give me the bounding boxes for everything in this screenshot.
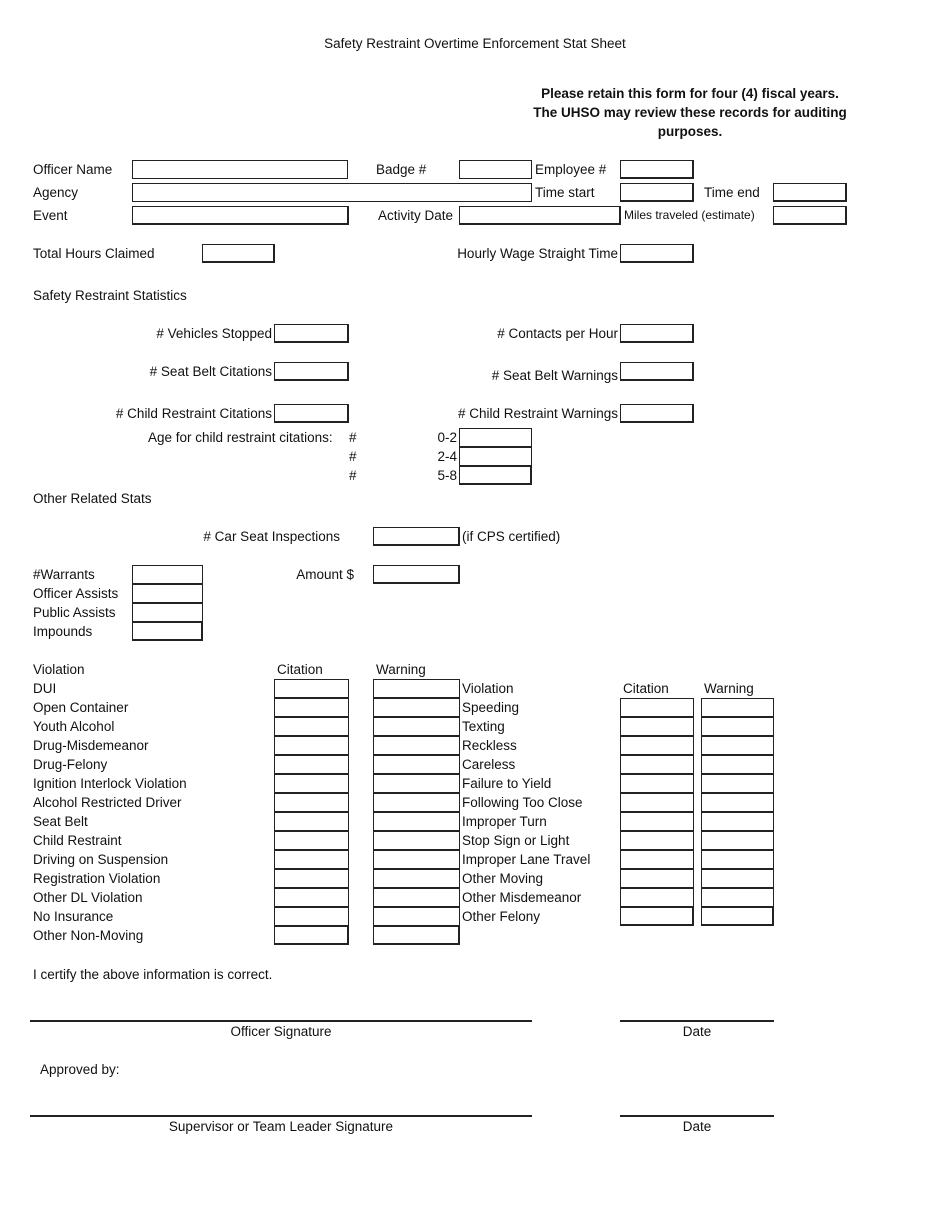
vehicles-stopped-label: # Vehicles Stopped (156, 326, 272, 341)
warning-input-other-non-moving[interactable] (373, 926, 460, 945)
seat-belt-citations-input[interactable] (274, 362, 349, 381)
warning-input-open-container[interactable] (373, 698, 460, 717)
violation-label-speeding: Speeding (462, 700, 520, 715)
violation-label-seat-belt: Seat Belt (33, 814, 88, 829)
age-0-2-label: 0-2 (437, 430, 457, 445)
warning-input-alcohol-restricted-driver[interactable] (373, 793, 460, 812)
public-assists-input[interactable] (132, 603, 203, 622)
citation-input-driving-on-suspension[interactable] (274, 850, 349, 869)
public-assists-label: Public Assists (33, 605, 116, 620)
violation-label-texting: Texting (462, 719, 505, 734)
violation-label-other-non-moving: Other Non-Moving (33, 928, 144, 943)
child-restraint-citations-input[interactable] (274, 404, 349, 423)
badge-label: Badge # (376, 162, 427, 177)
badge-input[interactable] (459, 160, 532, 179)
car-seat-inspections-label: # Car Seat Inspections (203, 529, 340, 544)
seat-belt-warnings-input[interactable] (620, 362, 694, 381)
safety-stats-heading: Safety Restraint Statistics (33, 288, 187, 303)
citation-input-no-insurance[interactable] (274, 907, 349, 926)
age-5-8-label: 5-8 (437, 468, 457, 483)
officer-assists-input[interactable] (132, 584, 203, 603)
other-stats-heading: Other Related Stats (33, 491, 152, 506)
retention-notice-line2: The UHSO may review these records for auditing (533, 105, 847, 120)
warning-input-other-moving[interactable] (701, 869, 774, 888)
child-restraint-warnings-input[interactable] (620, 404, 694, 423)
contacts-per-hour-label: # Contacts per Hour (497, 326, 618, 341)
violation-label-registration-violation: Registration Violation (33, 871, 161, 886)
violation-label-youth-alcohol: Youth Alcohol (33, 719, 115, 734)
hourly-wage-input[interactable] (620, 244, 694, 263)
violation-label-failure-to-yield: Failure to Yield (462, 776, 552, 791)
citation-input-stop-sign-or-light[interactable] (620, 831, 694, 850)
citation-input-following-too-close[interactable] (620, 793, 694, 812)
officer-date-label: Date (682, 1024, 712, 1039)
warning-input-improper-turn[interactable] (701, 812, 774, 831)
age-label: Age for child restraint citations: (148, 430, 333, 445)
miles-label: Miles traveled (estimate) (624, 208, 755, 222)
age-2-4-input[interactable] (459, 447, 532, 466)
warning-input-drug-felony[interactable] (373, 755, 460, 774)
child-restraint-citations-label: # Child Restraint Citations (115, 406, 272, 421)
warning-input-dui[interactable] (373, 679, 460, 698)
warning-col-header: Warning (376, 662, 426, 677)
violation-label-reckless: Reckless (462, 738, 517, 753)
warning-input-following-too-close[interactable] (701, 793, 774, 812)
time-start-label: Time start (535, 185, 595, 200)
violation-label-alcohol-restricted-driver: Alcohol Restricted Driver (33, 795, 182, 810)
impounds-input[interactable] (132, 622, 203, 641)
citation-input-texting[interactable] (620, 717, 694, 736)
citation-input-ignition-interlock-violation[interactable] (274, 774, 349, 793)
warning-input-reckless[interactable] (701, 736, 774, 755)
employee-input[interactable] (620, 160, 694, 179)
citation-input-alcohol-restricted-driver[interactable] (274, 793, 349, 812)
age-hash: # (349, 468, 357, 483)
warning-input-driving-on-suspension[interactable] (373, 850, 460, 869)
warning-input-drug-misdemeanor[interactable] (373, 736, 460, 755)
violation-label-dui: DUI (33, 681, 57, 696)
contacts-per-hour-input[interactable] (620, 324, 694, 343)
warning-input-ignition-interlock-violation[interactable] (373, 774, 460, 793)
hourly-wage-label: Hourly Wage Straight Time (457, 246, 618, 261)
citation-input-drug-felony[interactable] (274, 755, 349, 774)
violation-label-improper-lane-travel: Improper Lane Travel (462, 852, 591, 867)
warning-input-other-dl-violation[interactable] (373, 888, 460, 907)
agency-label: Agency (33, 185, 79, 200)
employee-label: Employee # (535, 162, 607, 177)
age-hash: # (349, 449, 357, 464)
violation-label-open-container: Open Container (33, 700, 129, 715)
total-hours-label: Total Hours Claimed (33, 246, 155, 261)
warning-input-other-felony[interactable] (701, 907, 774, 926)
certify-statement: I certify the above information is correct. (33, 967, 273, 982)
citation-input-youth-alcohol[interactable] (274, 717, 349, 736)
warning-input-improper-lane-travel[interactable] (701, 850, 774, 869)
citation-col-header-right: Citation (623, 681, 669, 696)
violation-label-other-felony: Other Felony (462, 909, 541, 924)
retention-notice-line1: Please retain this form for four (4) fiscal years. (541, 86, 839, 101)
warning-input-child-restraint[interactable] (373, 831, 460, 850)
total-hours-input[interactable] (202, 244, 275, 263)
citation-input-other-moving[interactable] (620, 869, 694, 888)
age-0-2-input[interactable] (459, 428, 532, 447)
citation-input-improper-lane-travel[interactable] (620, 850, 694, 869)
approved-by-label: Approved by: (40, 1062, 120, 1077)
violation-label-other-moving: Other Moving (462, 871, 544, 886)
citation-input-improper-turn[interactable] (620, 812, 694, 831)
time-start-input[interactable] (620, 183, 694, 202)
warning-input-texting[interactable] (701, 717, 774, 736)
citation-input-careless[interactable] (620, 755, 694, 774)
event-label: Event (33, 208, 68, 223)
citation-input-reckless[interactable] (620, 736, 694, 755)
citation-input-other-felony[interactable] (620, 907, 694, 926)
age-hash: # (349, 430, 357, 445)
violation-col-header: Violation (33, 662, 85, 677)
impounds-label: Impounds (33, 624, 93, 639)
violation-label-drug-felony: Drug-Felony (33, 757, 108, 772)
child-restraint-warnings-label: # Child Restraint Warnings (457, 406, 618, 421)
activity-date-label: Activity Date (378, 208, 454, 223)
warning-input-careless[interactable] (701, 755, 774, 774)
supervisor-date-label: Date (682, 1119, 712, 1134)
citation-col-header: Citation (277, 662, 323, 677)
officer-signature-label: Officer Signature (230, 1024, 332, 1039)
citation-input-other-misdemeanor[interactable] (620, 888, 694, 907)
warning-input-registration-violation[interactable] (373, 869, 460, 888)
seat-belt-citations-label: # Seat Belt Citations (149, 364, 272, 379)
violation-label-driving-on-suspension: Driving on Suspension (33, 852, 169, 867)
citation-input-dui[interactable] (274, 679, 349, 698)
violation-label-other-dl-violation: Other DL Violation (33, 890, 143, 905)
agency-input[interactable] (132, 183, 532, 202)
warning-input-no-insurance[interactable] (373, 907, 460, 926)
violation-label-improper-turn: Improper Turn (462, 814, 547, 829)
warrants-input[interactable] (132, 565, 203, 584)
time-end-input[interactable] (773, 183, 847, 202)
citation-input-registration-violation[interactable] (274, 869, 349, 888)
warning-input-stop-sign-or-light[interactable] (701, 831, 774, 850)
miles-input[interactable] (773, 206, 847, 225)
seat-belt-warnings-label: # Seat Belt Warnings (491, 368, 618, 383)
time-end-label: Time end (704, 185, 760, 200)
amount-input[interactable] (373, 565, 460, 584)
violation-label-drug-misdemeanor: Drug-Misdemeanor (33, 738, 149, 753)
warning-col-header-right: Warning (704, 681, 754, 696)
violation-label-child-restraint: Child Restraint (33, 833, 122, 848)
violation-label-ignition-interlock-violation: Ignition Interlock Violation (33, 776, 187, 791)
car-seat-inspections-input[interactable] (373, 527, 460, 546)
officer-name-label: Officer Name (33, 162, 113, 177)
cps-note: (if CPS certified) (462, 529, 561, 544)
officer-assists-label: Officer Assists (33, 586, 119, 601)
warning-input-failure-to-yield[interactable] (701, 774, 774, 793)
citation-input-seat-belt[interactable] (274, 812, 349, 831)
violation-label-stop-sign-or-light: Stop Sign or Light (462, 833, 570, 848)
warning-input-youth-alcohol[interactable] (373, 717, 460, 736)
retention-notice-line3: purposes. (657, 124, 723, 139)
citation-input-drug-misdemeanor[interactable] (274, 736, 349, 755)
officer-name-input[interactable] (132, 160, 348, 179)
warning-input-other-misdemeanor[interactable] (701, 888, 774, 907)
event-input[interactable] (132, 206, 349, 225)
page-title: Safety Restraint Overtime Enforcement Stat Sheet (324, 36, 626, 51)
violation-label-other-misdemeanor: Other Misdemeanor (462, 890, 582, 905)
violation-label-no-insurance: No Insurance (33, 909, 114, 924)
warning-input-speeding[interactable] (701, 698, 774, 717)
citation-input-speeding[interactable] (620, 698, 694, 717)
warning-input-seat-belt[interactable] (373, 812, 460, 831)
supervisor-signature-label: Supervisor or Team Leader Signature (168, 1119, 394, 1134)
citation-input-other-dl-violation[interactable] (274, 888, 349, 907)
age-2-4-label: 2-4 (437, 449, 457, 464)
citation-input-child-restraint[interactable] (274, 831, 349, 850)
violation-label-careless: Careless (462, 757, 516, 772)
violation-label-following-too-close: Following Too Close (462, 795, 583, 810)
age-5-8-input[interactable] (459, 466, 532, 485)
amount-label: Amount $ (296, 567, 354, 582)
citation-input-open-container[interactable] (274, 698, 349, 717)
citation-input-other-non-moving[interactable] (274, 926, 349, 945)
warrants-label: #Warrants (33, 567, 95, 582)
violation-col-header-right: Violation (462, 681, 514, 696)
activity-date-input[interactable] (459, 206, 621, 225)
citation-input-failure-to-yield[interactable] (620, 774, 694, 793)
vehicles-stopped-input[interactable] (274, 324, 349, 343)
